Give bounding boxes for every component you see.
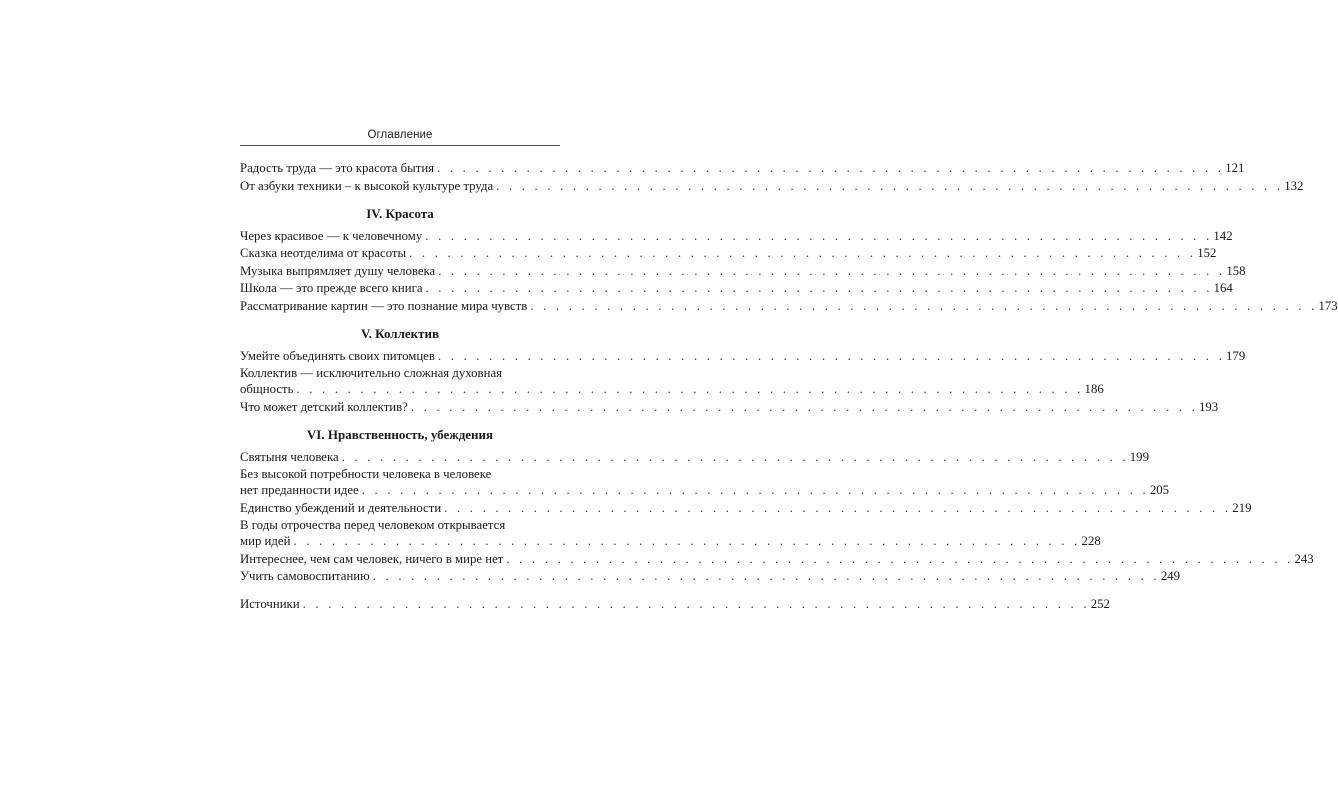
dot-leader bbox=[342, 449, 1129, 465]
toc-entry-multiline bbox=[240, 365, 1104, 397]
toc-entry-page: 121 bbox=[1225, 161, 1245, 175]
toc-entry-page: 249 bbox=[1160, 569, 1181, 583]
toc-entry bbox=[240, 245, 1217, 261]
toc-entry-page: 205 bbox=[1149, 483, 1170, 497]
dot-leader bbox=[362, 482, 1149, 498]
toc-entry-title: нет преданности идее bbox=[240, 483, 359, 497]
dot-leader bbox=[506, 551, 1293, 567]
toc-entry bbox=[240, 298, 1338, 314]
dot-leader bbox=[296, 381, 1083, 397]
toc-entry-title: Умейте объединять своих питомцев bbox=[240, 348, 435, 363]
toc-entry-title: Святыня человека bbox=[240, 449, 339, 464]
toc-entry-title: Через красивое — к человечному bbox=[240, 228, 423, 243]
toc-entry-page: 158 bbox=[1226, 263, 1246, 278]
toc-entry-title: Учить самовоспитанию bbox=[240, 569, 370, 583]
toc-entry-page: 173 bbox=[1318, 298, 1338, 313]
toc-entry-title: Сказка неотделима от красоты bbox=[240, 246, 407, 260]
section-heading: VI. Нравственность, убеждения bbox=[306, 426, 494, 442]
toc-entry-title-line1: В годы отрочества перед человеком открывается bbox=[240, 518, 506, 532]
dot-leader bbox=[373, 568, 1160, 584]
toc-entry bbox=[240, 160, 1245, 176]
dot-leader bbox=[293, 533, 1080, 549]
dot-leader bbox=[530, 298, 1317, 314]
dot-leader bbox=[438, 348, 1225, 364]
toc-entry-page: 193 bbox=[1198, 399, 1219, 414]
toc-entry bbox=[240, 551, 1314, 567]
toc-group-top bbox=[240, 160, 1304, 194]
toc-entry-sources bbox=[240, 596, 1110, 612]
toc-entry-title: От азбуки техники – к высокой культуре труда bbox=[240, 178, 494, 193]
toc-entry bbox=[240, 280, 1233, 296]
toc-entry-multiline bbox=[240, 466, 1170, 498]
dot-leader bbox=[426, 280, 1213, 296]
spacer bbox=[240, 586, 560, 596]
header-rule bbox=[240, 145, 560, 146]
toc-entry-page: 199 bbox=[1129, 449, 1149, 464]
toc-entry-title: мир идей bbox=[240, 534, 291, 548]
toc-entry bbox=[240, 449, 1149, 465]
toc-entry-title: Школа — это прежде всего книга bbox=[240, 281, 423, 295]
toc-entry-title: Рассматривание картин — это познание мира чувств bbox=[240, 298, 528, 313]
dot-leader bbox=[303, 596, 1090, 612]
toc-entry-title: Источники bbox=[240, 596, 300, 611]
toc-entry-page: 179 bbox=[1226, 348, 1246, 363]
toc-entry-page: 132 bbox=[1284, 178, 1304, 193]
dot-leader bbox=[409, 245, 1196, 261]
dot-leader bbox=[444, 500, 1231, 516]
toc-entry-title: Единство убеждений и деятельности bbox=[240, 500, 442, 515]
toc-entry-title: Что может детский коллектив? bbox=[240, 399, 408, 414]
toc-entry-title: общность bbox=[240, 382, 294, 396]
toc-entry-multiline bbox=[240, 517, 1101, 549]
toc-entry bbox=[240, 348, 1246, 364]
dot-leader bbox=[425, 228, 1212, 244]
toc-entry-title: Интереснее, чем сам человек, ничего в мире нет bbox=[240, 551, 504, 566]
toc-entry-page: 164 bbox=[1213, 281, 1233, 295]
dot-leader bbox=[438, 263, 1225, 279]
toc-entry-page: 243 bbox=[1294, 551, 1314, 566]
section-heading: V. Коллектив bbox=[360, 325, 440, 341]
toc-entry-page: 186 bbox=[1084, 382, 1104, 396]
toc-entry bbox=[240, 178, 1304, 194]
dot-leader bbox=[496, 178, 1283, 194]
toc-entry bbox=[240, 399, 1219, 415]
toc-entry-page: 152 bbox=[1197, 246, 1217, 260]
dot-leader bbox=[437, 160, 1224, 176]
toc-entry bbox=[240, 263, 1246, 279]
toc-page bbox=[240, 128, 1338, 613]
toc-entry-title: Радость труда — это красота бытия bbox=[240, 161, 435, 175]
toc-entry-page: 219 bbox=[1232, 500, 1252, 515]
toc-entry-page: 142 bbox=[1213, 228, 1233, 243]
section-heading: IV. Красота bbox=[366, 205, 434, 221]
toc-entry-title-line1: Без высокой потребности человека в человеке bbox=[240, 467, 492, 481]
toc-entry-title: Музыка выпрямляет душу человека bbox=[240, 263, 436, 278]
toc-entry-page: 228 bbox=[1081, 534, 1101, 548]
dot-leader bbox=[411, 399, 1198, 415]
toc-entry-title-line1: Коллектив — исключительно сложная духовная bbox=[240, 366, 503, 380]
running-head: Оглавление bbox=[367, 129, 433, 141]
toc-entry bbox=[240, 228, 1233, 244]
toc-entry-page: 252 bbox=[1090, 596, 1110, 611]
toc-entry bbox=[240, 500, 1252, 516]
toc-entry bbox=[240, 568, 1181, 584]
